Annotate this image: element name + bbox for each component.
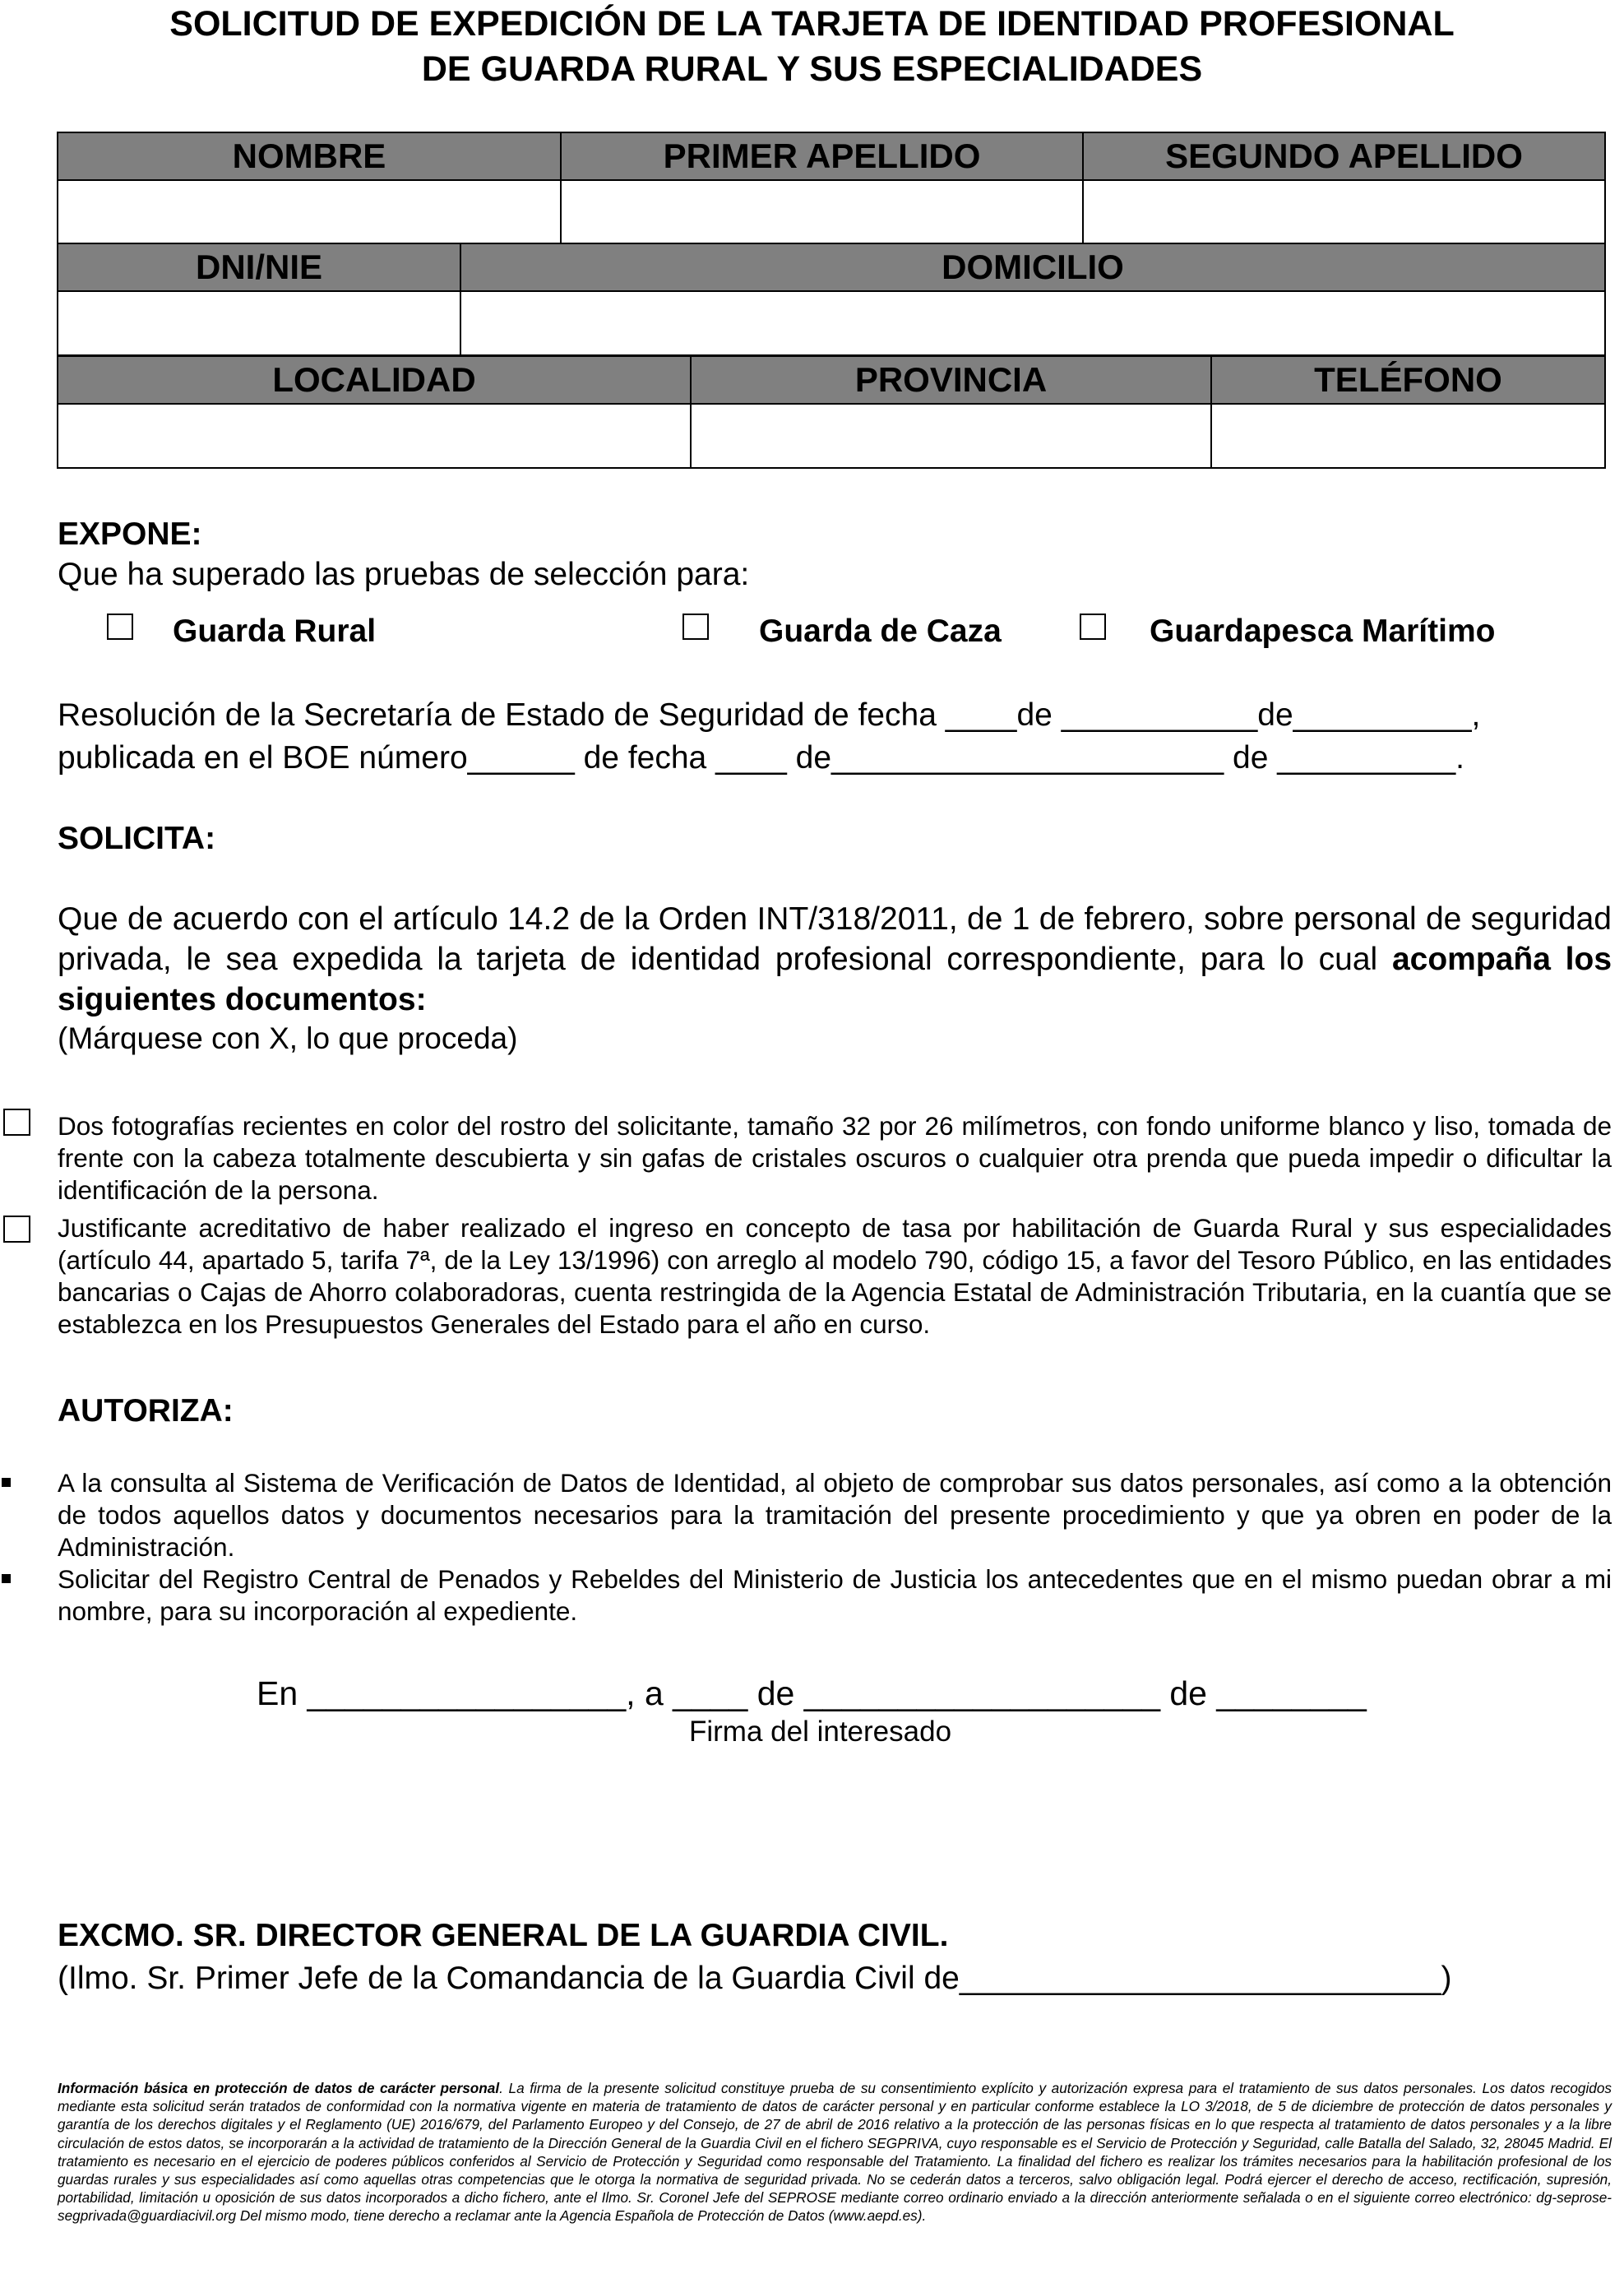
provincia-field[interactable] bbox=[691, 404, 1211, 468]
footer-text: . La firma de la presente solicitud constituye prueba de su consentimiento explícito y autorización expresa para el tratamiento de sus datos personales. Los datos recogidos mediante esta solicitud serán tratados de conformidad con la normativa vigente en materia de tratamiento de datos de carácter personal y en particular conforme establece la LO 3/2018, de 5 de diciembre de protección de datos personales y garantía de los derechos digitales y el Reglamento (UE) 2016/679, del Parlamento Europeo y del Consejo, de 27 de abril de 2016 relativo a la protección de las personas físicas en lo que respecta al tratamiento de datos personales y a la libre circulación de estos datos, se incorporarán a la actividad de tratamiento de la Dirección General de la Guardia Civil en el fichero SEGPRIVA, cuyo responsable es el Servicio de Protección y Seguridad, calle Batalla del Salado, 32, 28045 Madrid. El tratamiento es necesario en el ejercicio de poderes públicos conferidos al Servicio de Protección y Seguridad como responsable del Tratamiento. La finalidad del fichero es realizar los trámites necesarios para la habilitación profesional de los guardas rurales y sus especialidades así como aquellas otras competencias que le otorga la normativa de seguridad privada. No se cederán datos a terceros, salvo obligación legal. Podrá ejercer el derecho de acceso, rectificación, supresión, portabilidad, limitación u oposición de sus datos incorporados a dicho fichero, ante el Ilmo. Sr. Coronel Jefe del SEPROSE mediante correo ordinario enviado a la dirección anteriormente señalada o en el siguiente correo electrónico: dg-seprose-segprivada@guardiacivil.org Del mismo modo, tiene derecho a reclamar ante la Agencia Española de Protección de Datos (www.aepd.es). bbox=[58, 2080, 1612, 2225]
resolution-line-1: Resolución de la Secretaría de Estado de Seguridad de fecha ____de ___________de__________, bbox=[58, 697, 1481, 733]
dni-nie-header: DNI/NIE bbox=[58, 243, 460, 291]
document-2-checkbox[interactable] bbox=[3, 1216, 30, 1243]
primer-apellido-header: PRIMER APELLIDO bbox=[561, 132, 1083, 180]
guarda-rural-label: Guarda Rural bbox=[173, 614, 377, 649]
guarda-rural-checkbox[interactable] bbox=[107, 614, 133, 640]
guarda-caza-checkbox[interactable] bbox=[682, 614, 709, 640]
telefono-header: TELÉFONO bbox=[1211, 356, 1605, 404]
addressee-line-2: (Ilmo. Sr. Primer Jefe de la Comandancia de la Guardia Civil de___________________________) bbox=[58, 1961, 1452, 1996]
footer-bold-lead: Información básica en protección de datos de carácter personal bbox=[58, 2080, 500, 2096]
name-table bbox=[57, 132, 1606, 245]
segundo-apellido-header: SEGUNDO APELLIDO bbox=[1083, 132, 1605, 180]
nombre-field[interactable] bbox=[58, 180, 561, 244]
domicilio-field[interactable] bbox=[460, 291, 1605, 355]
provincia-header: PROVINCIA bbox=[691, 356, 1211, 404]
solicita-body: Que de acuerdo con el artículo 14.2 de la Orden INT/318/2011, de 1 de febrero, sobre personal de seguridad privada, le sea expedida la tarjeta de identidad profesional correspondiente, para lo cual bbox=[58, 901, 1612, 977]
autoriza-item-2: Solicitar del Registro Central de Penados y Rebeldes del Ministerio de Justicia los antecedentes que en el mismo puedan obrar a mi nombre, para su incorporación al expediente. bbox=[58, 1564, 1612, 1626]
solicita-bold: acompaña los siguientes documentos: bbox=[58, 942, 1612, 1017]
domicilio-header: DOMICILIO bbox=[460, 243, 1605, 291]
solicita-note: (Márquese con X, lo que proceda) bbox=[58, 1021, 518, 1055]
segundo-apellido-field[interactable] bbox=[1083, 180, 1605, 244]
solicita-text bbox=[58, 899, 1612, 1020]
form-title bbox=[58, 2, 1566, 92]
autoriza-item-1: A la consulta al Sistema de Verificación de Datos de Identidad, al objeto de comprobar sus datos personales, así como a la obtención de todos aquellos datos y documentos necesarios para la tramitación del presente procedimiento y que ya obren en poder de la Administración. bbox=[58, 1468, 1612, 1562]
document-1-text: Dos fotografías recientes en color del rostro del solicitante, tamaño 32 por 26 milímetros, con fondo uniforme blanco y liso, tomada de frente con la cabeza totalmente descubierta y sin gafas de cristales oscuros o cualquier otra prenda que pueda impedir o dificultar la identificación de la persona. bbox=[58, 1111, 1612, 1205]
address-table bbox=[57, 243, 1606, 356]
location-table bbox=[57, 355, 1606, 469]
expone-heading: EXPONE: bbox=[58, 516, 202, 552]
guarda-caza-label: Guarda de Caza bbox=[759, 614, 1002, 649]
resolution-line-2: publicada en el BOE número______ de fecha ____ de______________________ de __________. bbox=[58, 740, 1465, 776]
localidad-field[interactable] bbox=[58, 404, 691, 468]
document-2-text: Justificante acreditativo de haber realizado el ingreso en concepto de tasa por habilitación de Guarda Rural y sus especialidades (artículo 44, apartado 5, tarifa 7ª, de la Ley 13/1996) con arreglo al modelo 790, código 15, a favor del Tesoro Público, en las entidades bancarias o Cajas de Ahorro colaboradoras, cuenta restringida de la Agencia Estatal de Administración Tributaria, en la cuantía que se establezca en los Presupuestos Generales del Estado para el año en curso. bbox=[58, 1213, 1612, 1339]
guardapesca-checkbox[interactable] bbox=[1080, 614, 1106, 640]
expone-intro: Que ha superado las pruebas de selección para: bbox=[58, 557, 750, 592]
signature-label: Firma del interesado bbox=[689, 1716, 952, 1748]
solicita-heading: SOLICITA: bbox=[58, 821, 216, 856]
telefono-field[interactable] bbox=[1211, 404, 1605, 468]
form-title-line1: SOLICITUD DE EXPEDICIÓN DE LA TARJETA DE IDENTIDAD PROFESIONAL bbox=[169, 4, 1455, 44]
signature-line: En _________________, a ____ de ___________________ de ________ bbox=[257, 1674, 1367, 1712]
guardapesca-label: Guardapesca Marítimo bbox=[1150, 614, 1496, 649]
autoriza-bullet-1 bbox=[2, 1478, 11, 1487]
data-protection-footer bbox=[58, 2079, 1612, 2225]
primer-apellido-field[interactable] bbox=[561, 180, 1083, 244]
addressee-line-1: EXCMO. SR. DIRECTOR GENERAL DE LA GUARDIA CIVIL. bbox=[58, 1918, 949, 1953]
form-title-line2: DE GUARDA RURAL Y SUS ESPECIALIDADES bbox=[421, 49, 1203, 89]
autoriza-heading: AUTORIZA: bbox=[58, 1393, 234, 1429]
nombre-header: NOMBRE bbox=[58, 132, 561, 180]
autoriza-bullet-2 bbox=[2, 1574, 11, 1583]
localidad-header: LOCALIDAD bbox=[58, 356, 691, 404]
document-1-checkbox[interactable] bbox=[3, 1109, 30, 1136]
dni-nie-field[interactable] bbox=[58, 291, 460, 355]
